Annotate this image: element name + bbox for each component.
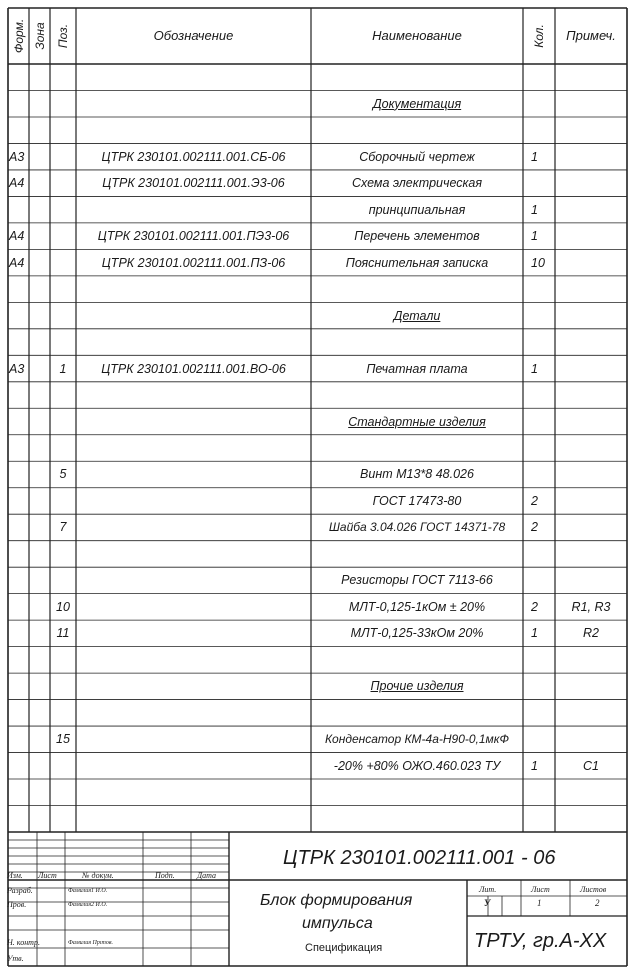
cell-name: ГОСТ 17473-80 [372, 493, 462, 508]
cell-designation: ЦТРК 230101.002111.001.ВО-06 [101, 361, 286, 376]
col-list: Лист [38, 871, 57, 880]
cell-name: Резисторы ГОСТ 7113-66 [341, 573, 493, 588]
cell-designation: ЦТРК 230101.002111.001.ПЭ3-06 [97, 229, 290, 244]
cell-name: МЛТ-0,125-1кОм ± 20% [348, 599, 486, 614]
col-izm: Изм. [7, 871, 23, 880]
cell-name: МЛТ-0,125-33кОм 20% [350, 626, 484, 641]
title-line1: Блок формирования [260, 892, 413, 909]
col-sign: Подп. [155, 871, 175, 880]
cell-pos: 15 [56, 732, 70, 747]
cell-name: Шайба 3.04.026 ГОСТ 14371-78 [328, 520, 506, 535]
cell-qty: 1 [531, 149, 538, 164]
cell-qty: 10 [531, 255, 545, 270]
cell-qty: 1 [531, 758, 538, 773]
cell-pos: 5 [59, 467, 67, 482]
organization: ТРТУ, гр.А-XX [474, 930, 607, 952]
cell-note: R1, R3 [571, 599, 611, 614]
razrab-label: Разраб. [7, 886, 33, 895]
cell-note: С1 [583, 758, 599, 773]
section-heading: Детали [393, 308, 441, 323]
cell-format: А3 [9, 361, 25, 376]
cell-name: Конденсатор КМ-4а-Н90-0,1мкФ [324, 732, 509, 747]
utv-label: Утв. [7, 954, 24, 963]
cell-qty: 1 [531, 626, 538, 641]
sheet-value: 1 [537, 898, 542, 908]
nkontr-name: Фамилия Прımoв. [68, 940, 113, 946]
cell-designation: ЦТРК 230101.002111.001.ПЗ-06 [101, 255, 286, 270]
section-heading: Документация [372, 96, 462, 111]
col-date: Дата [197, 871, 216, 880]
col-docnum: № докум. [82, 871, 114, 880]
lit-label: Лит. [479, 885, 497, 894]
cell-name: принципиальная [368, 202, 466, 217]
cell-name: Перечень элементов [354, 229, 480, 244]
cell-pos: 10 [56, 599, 70, 614]
cell-format: А4 [9, 255, 25, 270]
razrab-name: Фамилия1 И.О. [68, 888, 108, 894]
cell-name: Винт М13*8 48.026 [360, 467, 474, 482]
cell-qty: 2 [531, 493, 538, 508]
lit-value: У [484, 898, 491, 908]
subtitle: Спецификация [305, 942, 383, 954]
cell-qty: 1 [531, 361, 538, 376]
cell-name: Пояснительная записка [345, 255, 489, 270]
cell-qty: 1 [531, 229, 538, 244]
cell-pos: 1 [59, 361, 67, 376]
sheets-value: 2 [595, 898, 600, 908]
header-qty: Кол. [532, 24, 546, 48]
prov-name: Фамилия2 И.О. [68, 902, 108, 908]
header-pos: Поз. [56, 23, 70, 49]
cell-format: А4 [9, 229, 25, 244]
cell-name: Печатная плата [366, 361, 468, 376]
header-note: Примеч. [566, 28, 616, 43]
cell-name: Сборочный чертеж [359, 149, 475, 164]
sheets-label: Листов [580, 885, 607, 894]
cell-format: А3 [9, 149, 25, 164]
cell-designation: ЦТРК 230101.002111.001.СБ-06 [101, 149, 286, 164]
cell-note: R2 [583, 626, 599, 641]
cell-pos: 11 [56, 626, 70, 641]
header-designation: Обозначение [153, 28, 234, 43]
cell-designation: ЦТРК 230101.002111.001.Э3-06 [102, 176, 285, 191]
cell-pos: 7 [59, 520, 67, 535]
title-line2: импульса [302, 915, 373, 932]
cell-qty: 1 [531, 202, 538, 217]
section-heading: Прочие изделия [370, 679, 464, 694]
header-name: Наименование [372, 28, 462, 43]
cell-name: -20% +80% ОЖО.460.023 ТУ [333, 758, 501, 773]
cell-format: А4 [9, 176, 25, 191]
prov-label: Пров. [7, 900, 27, 909]
sheet-label: Лист [531, 885, 550, 894]
nkontr-label: Н. контр. [7, 938, 40, 947]
header-format: Форм. [11, 18, 26, 54]
cell-qty: 2 [531, 520, 538, 535]
cell-qty: 2 [531, 599, 538, 614]
doc-code: ЦТРК 230101.002111.001 - 06 [283, 847, 556, 869]
section-heading: Стандартные изделия [348, 414, 486, 429]
header-zone: Зона [32, 22, 47, 50]
cell-name: Схема электрическая [351, 176, 483, 191]
